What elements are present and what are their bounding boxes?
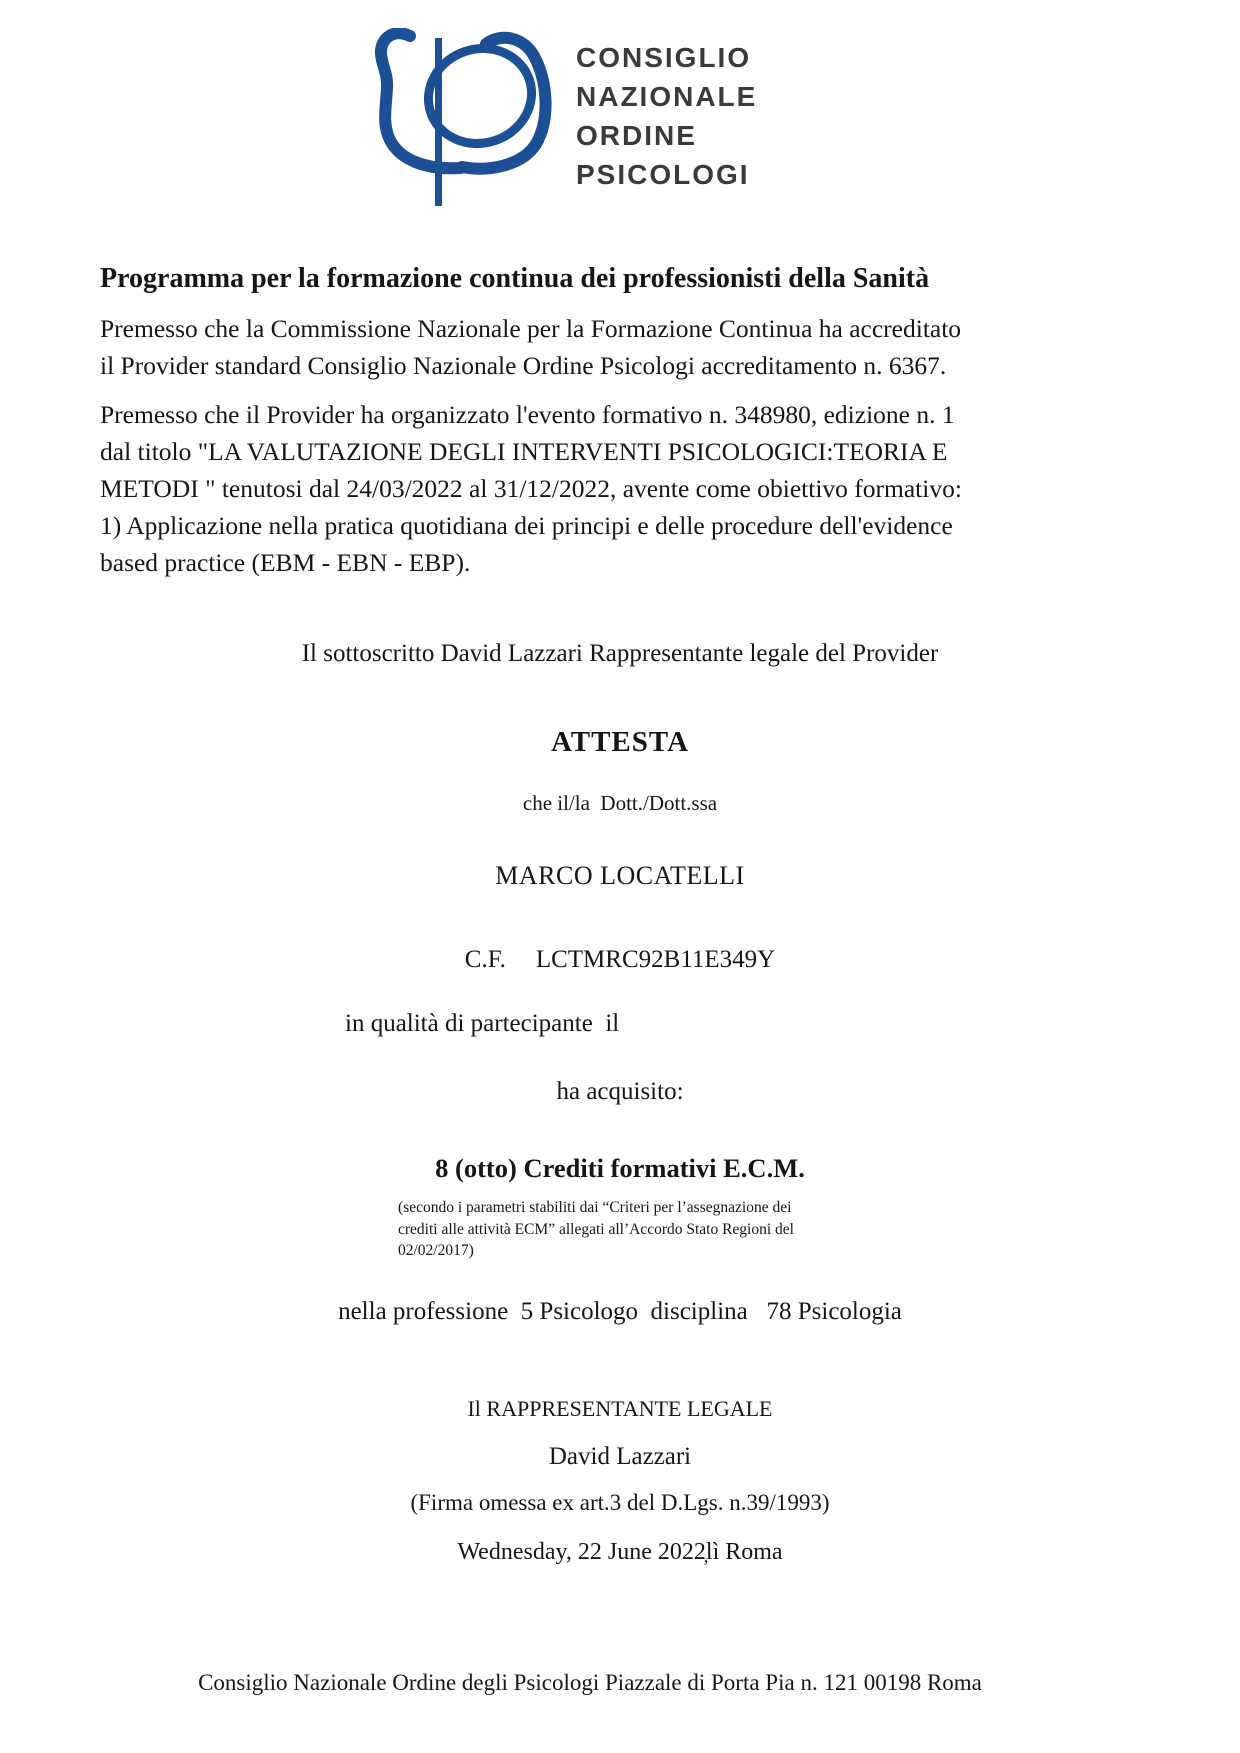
credits-line: 8 (otto) Crediti formativi E.C.M. [435,1153,805,1183]
representative-heading: Il RAPPRESENTANTE LEGALE [467,1396,773,1421]
participant-name: MARCO LOCATELLI [495,861,745,890]
attest-heading: ATTESTA [550,726,690,758]
page-title: Programma per la formazione continua dei professionisti della Sanità [100,263,930,294]
participation-line: in qualità di partecipante il [345,1010,620,1037]
representative-name: David Lazzari [548,1443,692,1470]
salutation-line: che il/la Dott./Dott.ssa [522,791,718,815]
fiscal-code-label: C.F. [464,946,506,973]
logo-org-name: CONSIGLIO NAZIONALE ORDINE PSICOLOGI [576,42,758,190]
cnop-logo [368,28,757,208]
premise-paragraph-2: Premesso che il Provider ha organizzato l'evento formativo n. 348980, edizione n. 1 dal titolo "LA VALUTAZIONE DEGLI INTERVENTI PSICOLOGICI:TEORIA E METODI " tenutosi dal 24/03/2022 al 31/12/2022, avente come obiettivo formativo: 1) Applicazione nella pratica quotidiana dei principi e delle procedure dell'evidence based practice (EBM - EBN - EBP). [100,400,962,577]
acquired-line: ha acquisito: [556,1078,684,1105]
fiscal-code-line [0,946,1240,974]
psi-logo-icon [368,28,558,208]
credits-note: (secondo i parametri stabiliti dai “Criteri per l’assegnazione dei crediti alle attività ECM” allegati all’Accordo Stato Regioni del 02/02/2017) [398,1199,794,1259]
fiscal-code-value: LCTMRC92B11E349Y [535,946,776,973]
signature-omitted-note: (Firma omessa ex art.3 del D.Lgs. n.39/1993) [410,1490,830,1515]
premise-paragraph-1: Premesso che la Commissione Nazionale per la Formazione Continua ha accreditato il Provider standard Consiglio Nazionale Ordine Psicologi accreditamento n. 6367. [100,314,962,380]
footer-address: Consiglio Nazionale Ordine degli Psicologi Piazzale di Porta Pia n. 121 00198 Roma [198,1670,982,1695]
profession-line: nella professione 5 Psicologo disciplina 78 Psicologia [338,1298,902,1325]
declarant-line: Il sottoscritto David Lazzari Rappresentante legale del Provider [301,640,939,667]
date-place-line: Wednesday, 22 June 2022̦lì Roma [457,1539,783,1565]
